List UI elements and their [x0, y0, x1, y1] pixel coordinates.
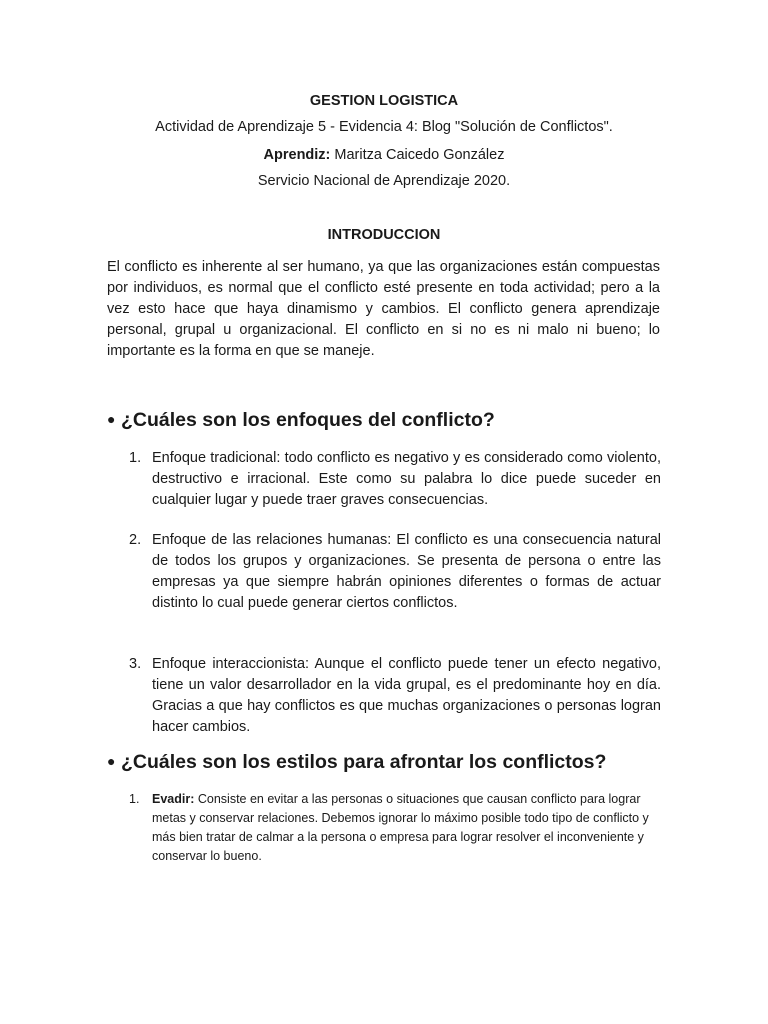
- list-item-text: Enfoque interaccionista: Aunque el conflicto puede tener un efecto negativo, tiene un valor desarrollador en la vida grupal, es el predominante hoy en día. Gracias a que hay conflictos es que muchas organizaciones o personas logran hacer cambios.: [152, 656, 661, 735]
- list-item-number: 1.: [129, 450, 142, 466]
- learner-label: Aprendiz:: [263, 147, 331, 163]
- activity-line: Actividad de Aprendizaje 5 - Evidencia 4: Blog "Solución de Conflictos".: [155, 119, 613, 135]
- list-item-description: Consiste en evitar a las personas o situaciones que causan conflicto para lograr metas y conservar relaciones. Debemos ignorar lo máximo posible todo tipo de conflicto y más bien tratar de calmar a la persona o empresa para lograr resolver el inconveniente y conservar lo bueno.: [152, 792, 649, 863]
- list-item-text: Enfoque tradicional: todo conflicto es negativo y es considerado como violento, destructivo e irracional. Este como su palabra lo dice puede suceder en cualquier lugar y puede traer graves consecuencias.: [152, 450, 661, 508]
- list-item: [129, 654, 661, 738]
- introduction-paragraph: El conflicto es inherente al ser humano, ya que las organizaciones están compuestas por individuos, es normal que el conflicto esté presente en toda actividad; pero a la vez esto hace que haya dinamismo y cambios. El conflicto genera aprendizaje personal, grupal u organizacional. El conflicto en si no es ni malo ni bueno; lo importante es la forma en que se maneje.: [107, 259, 660, 359]
- list-item: [129, 530, 661, 614]
- section-heading-text: ¿Cuáles son los estilos para afrontar los conflictos?: [121, 751, 607, 773]
- list-item-label: Evadir:: [152, 792, 195, 806]
- bullet-icon: ●: [107, 753, 116, 769]
- document-title: GESTION LOGISTICA: [309, 93, 459, 109]
- list-item-text: [152, 790, 664, 866]
- list-item-text: Enfoque de las relaciones humanas: El conflicto es una consecuencia natural de todos los grupos y organizaciones. Se presenta de persona o entre las empresas ya que siempre habrán opiniones diferentes o formas de actuar distinto lo cual puede generar ciertos conflictos.: [152, 532, 661, 611]
- section-heading-styles: [107, 748, 667, 775]
- section-heading-text: ¿Cuáles son los enfoques del conflicto?: [121, 409, 495, 431]
- bullet-icon: ●: [107, 411, 116, 427]
- learner-name: Maritza Caicedo González: [330, 147, 505, 163]
- list-item-number: 1.: [129, 792, 140, 806]
- list-item: [129, 448, 661, 511]
- introduction-heading: INTRODUCCION: [327, 227, 441, 243]
- institution-line: Servicio Nacional de Aprendizaje 2020.: [257, 173, 511, 189]
- section-heading-approaches: [107, 406, 667, 433]
- list-item-number: 2.: [129, 532, 142, 548]
- learner-line: [0, 145, 768, 165]
- list-item-number: 3.: [129, 656, 142, 672]
- list-item: [129, 790, 661, 866]
